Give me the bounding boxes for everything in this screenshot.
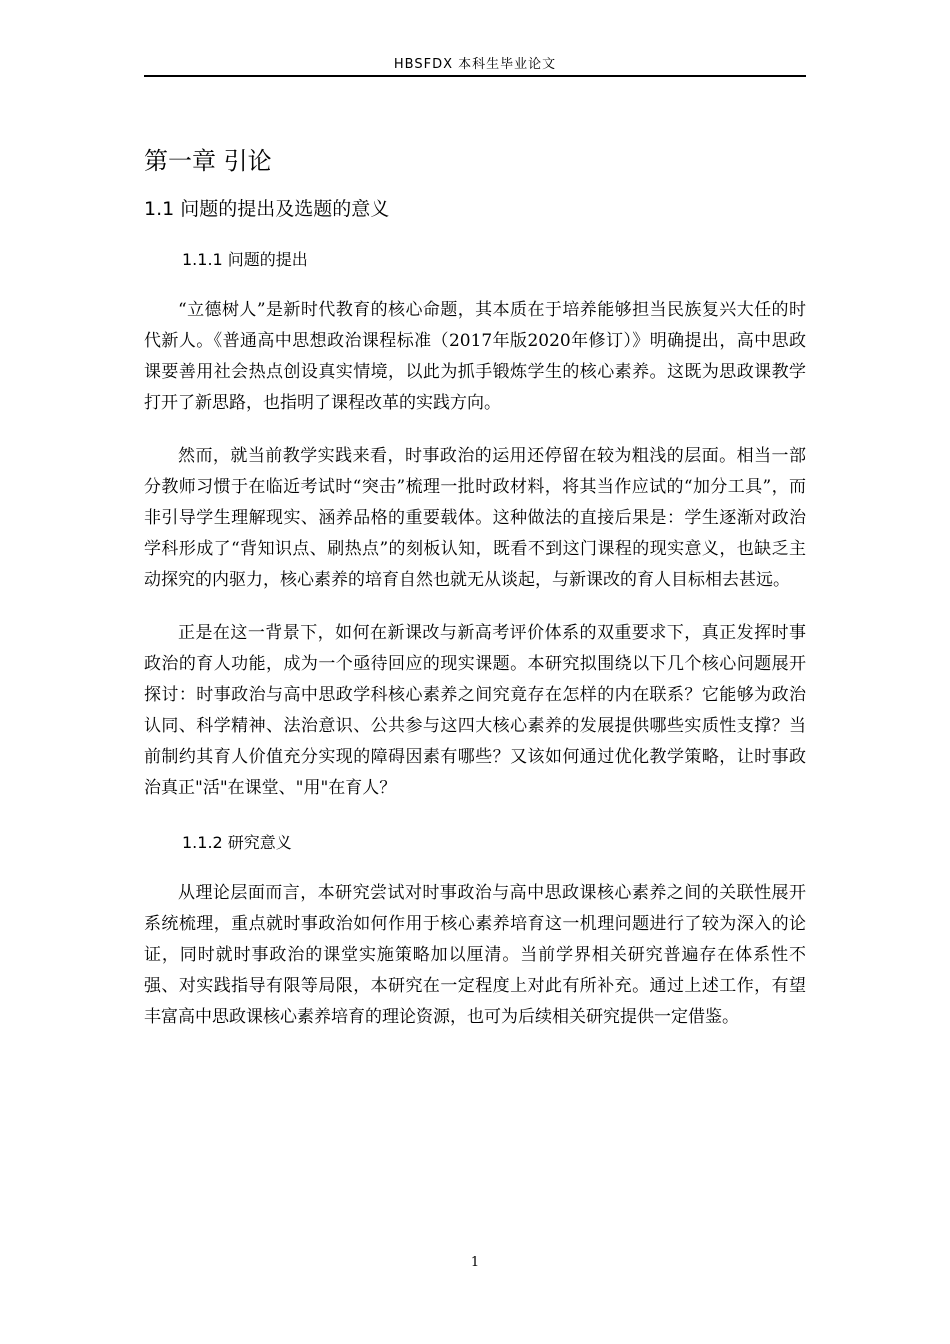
header-rule xyxy=(144,75,806,77)
paragraph-2: 然而，就当前教学实践来看，时事政治的运用还停留在较为粗浅的层面。相当一部分教师习惯于在临近考试时“突击”梳理一批时政材料，将其当作应试的“加分工具”，而非引导学生理解现实、涵养品格的重要载体。这种做法的直接后果是：学生逐渐对政治学科形成了“背知识点、刷热点”的刻板认知，既看不到这门课程的现实意义，也缺乏主动探究的内驱力，核心素养的培育自然也就无从谈起，与新课改的育人目标相去甚远。 xyxy=(144,446,806,590)
running-header: HBSFDX 本科生毕业论文 xyxy=(393,57,557,72)
paragraph-1: “立德树人”是新时代教育的核心命题，其本质在于培养能够担当民族复兴大任的时代新人。《普通高中思想政治课程标准（2017年版2020年修订）》明确提出，高中思政课要善用社会热点创设真实情境，以此为抓手锻炼学生的核心素养。这既为思政课教学打开了新思路，也指明了课程改革的实践方向。 xyxy=(144,300,806,413)
paragraph-3: 正是在这一背景下，如何在新课改与新高考评价体系的双重要求下，真正发挥时事政治的育人功能，成为一个亟待回应的现实课题。本研究拟围绕以下几个核心问题展开探讨：时事政治与高中思政学科核心素养之间究竟存在怎样的内在联系？它能够为政治认同、科学精神、法治意识、公共参与这四大核心素养的发展提供哪些实质性支撑？当前制约其育人价值充分实现的障碍因素有哪些？又该如何通过优化教学策略，让时事政治真正"活"在课堂、"用"在育人？ xyxy=(144,623,806,798)
chapter-title: 第一章 引论 xyxy=(144,147,272,175)
page-content xyxy=(144,143,806,1055)
page-number: 1 xyxy=(470,1255,480,1270)
paragraph-4: 从理论层面而言，本研究尝试对时事政治与高中思政课核心素养之间的关联性展开系统梳理，重点就时事政治如何作用于核心素养培育这一机理问题进行了较为深入的论证，同时就时事政治的课堂实施策略加以厘清。当前学界相关研究普遍存在体系性不强、对实践指导有限等局限，本研究在一定程度上对此有所补充。通过上述工作，有望丰富高中思政课核心素养培育的理论资源，也可为后续相关研究提供一定借鉴。 xyxy=(144,883,806,1027)
section-title-1-1: 1.1 问题的提出及选题的意义 xyxy=(144,198,390,220)
subsection-title-1-1-1: 1.1.1 问题的提出 xyxy=(182,250,308,269)
subsection-title-1-1-2: 1.1.2 研究意义 xyxy=(182,833,292,852)
